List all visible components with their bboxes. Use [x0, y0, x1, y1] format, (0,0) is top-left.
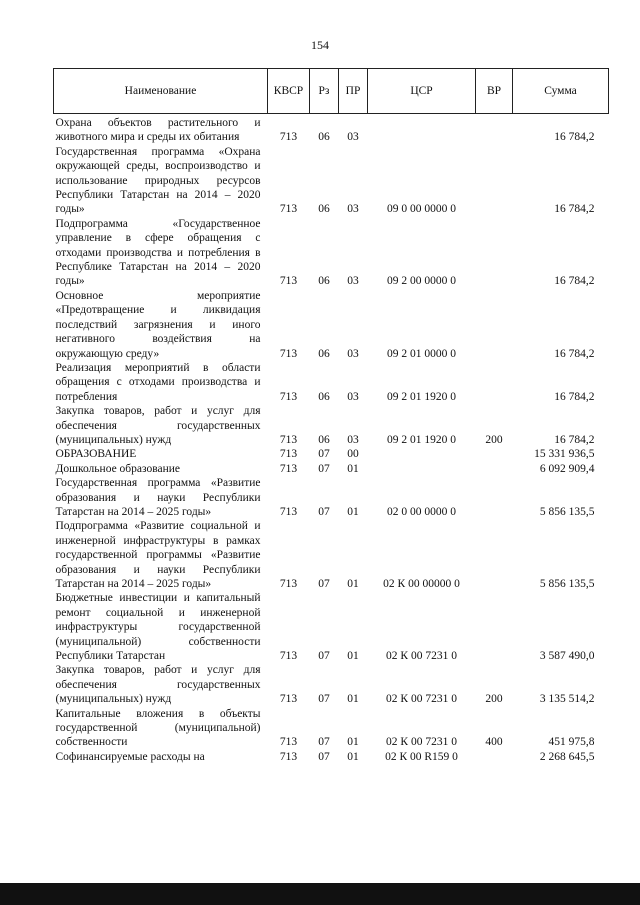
row-csr: 02 К 00 7231 0 — [386, 693, 457, 706]
row-vr: 400 — [485, 736, 503, 749]
row-rz: 07 — [318, 462, 330, 475]
row-sum: 16 784,2 — [554, 203, 595, 216]
row-kvsr: 713 — [279, 448, 298, 461]
table-row — [54, 462, 609, 476]
row-kvsr: 713 — [279, 693, 298, 706]
row-rz: 07 — [318, 578, 330, 590]
row-kvsr: 713 — [279, 203, 298, 216]
row-sum: 3 135 514,2 — [539, 693, 595, 706]
row-rz: 07 — [318, 448, 330, 461]
table-row — [54, 591, 609, 663]
row-vr — [476, 519, 513, 591]
header-csr: ЦСР — [368, 69, 476, 114]
row-vr: 200 — [485, 693, 503, 706]
row-vr — [476, 476, 513, 519]
row-rz: 07 — [318, 650, 330, 663]
row-kvsr: 713 — [279, 505, 298, 518]
row-sum: 16 784,2 — [554, 275, 595, 288]
row-pr: 03 — [347, 433, 359, 446]
row-name: Основное мероприятие «Предотвращение и ликвидация последствий загрязнения и иного негативного воздействия на окружающую среду» — [55, 289, 261, 360]
row-pr: 03 — [347, 390, 359, 403]
row-kvsr: 713 — [279, 578, 298, 590]
row-sum: 2 268 645,5 — [539, 750, 595, 763]
row-csr: 02 К 00 7231 0 — [386, 736, 457, 749]
header-kvsr: КВСР — [268, 69, 310, 114]
row-sum: 16 784,2 — [554, 131, 595, 144]
budget-table — [53, 68, 609, 764]
row-pr: 03 — [347, 131, 359, 144]
row-pr: 01 — [347, 505, 359, 518]
row-pr: 01 — [347, 693, 359, 706]
row-rz: 07 — [318, 750, 330, 763]
row-vr: 200 — [485, 433, 503, 446]
row-sum: 16 784,2 — [554, 347, 595, 360]
row-name: Реализация мероприятий в области обращения с отходами производства и потребления — [55, 361, 261, 403]
row-kvsr: 713 — [279, 736, 298, 749]
row-vr — [476, 289, 513, 361]
row-name: Капитальные вложения в объекты государственной (муниципальной) собственности — [55, 707, 261, 749]
row-sum: 16 784,2 — [554, 390, 595, 403]
row-csr: 09 2 01 1920 0 — [387, 390, 456, 403]
row-pr: 03 — [347, 203, 359, 216]
row-csr: 02 0 00 0000 0 — [387, 505, 456, 518]
header-row — [54, 69, 609, 114]
table-row — [54, 519, 609, 591]
table-row — [54, 663, 609, 706]
row-pr: 01 — [347, 736, 359, 749]
row-name: Подпрограмма «Государственное управление в сфере обращения с отходами производства и потребления в Республике Татарстан на 2014 – 2020 годы» — [55, 217, 261, 288]
row-pr: 03 — [347, 275, 359, 288]
row-pr: 01 — [347, 650, 359, 663]
row-name: Софинансируемые расходы на — [55, 750, 205, 763]
row-kvsr: 713 — [279, 433, 298, 446]
row-rz: 07 — [318, 505, 330, 518]
row-kvsr: 713 — [279, 275, 298, 288]
row-name: Охрана объектов растительного и животного мира и среды их обитания — [55, 117, 261, 144]
row-kvsr: 713 — [279, 462, 298, 475]
row-rz: 06 — [318, 203, 330, 216]
row-rz: 07 — [318, 736, 330, 749]
row-rz: 06 — [318, 347, 330, 360]
row-pr: 01 — [347, 750, 359, 763]
row-csr — [368, 447, 476, 461]
row-name: Закупка товаров, работ и услуг для обеспечения государственных (муниципальных) нужд — [55, 405, 261, 446]
row-rz: 06 — [318, 275, 330, 288]
header-pr: ПР — [339, 69, 368, 114]
row-sum: 3 587 490,0 — [539, 650, 595, 663]
table-row — [54, 707, 609, 750]
header-rz: Рз — [310, 69, 339, 114]
row-name: Подпрограмма «Развитие социальной и инженерной инфраструктуры в рамках государственной программы «Развитие образования и науки Республики Татарстан на 2014 – 2025 годы» — [55, 520, 261, 590]
row-csr: 02 К 00 7231 0 — [386, 650, 457, 663]
row-sum: 5 856 135,5 — [539, 578, 595, 590]
row-kvsr: 713 — [279, 347, 298, 360]
row-pr: 03 — [347, 347, 359, 360]
row-csr: 09 2 01 0000 0 — [387, 347, 456, 360]
page-number: 154 — [311, 38, 329, 52]
row-rz: 06 — [318, 433, 330, 446]
row-pr: 01 — [347, 578, 359, 590]
table-row — [54, 217, 609, 289]
row-sum: 5 856 135,5 — [539, 505, 595, 518]
row-csr: 09 2 01 1920 0 — [387, 433, 456, 446]
row-name: Государственная программа «Развитие образования и науки Республики Татарстан на 2014 – 2025 годы» — [55, 477, 261, 518]
row-csr — [368, 462, 476, 476]
header-sum: Сумма — [513, 69, 609, 114]
row-kvsr: 713 — [279, 750, 298, 763]
table-row — [54, 476, 609, 519]
row-kvsr: 713 — [279, 390, 298, 403]
row-vr — [476, 361, 513, 404]
row-csr: 02 К 00 R159 0 — [385, 750, 458, 763]
row-pr: 00 — [347, 448, 359, 461]
table-row — [54, 447, 609, 461]
header-name: Наименование — [54, 69, 268, 114]
row-name: Государственная программа «Охрана окружающей среды, воспроизводство и использование природных ресурсов Республики Татарстан на 2014 – 2020 годы» — [55, 145, 261, 216]
row-pr: 01 — [347, 462, 359, 475]
table-row — [54, 145, 609, 217]
table-row — [54, 289, 609, 361]
row-name: Бюджетные инвестиции и капитальный ремонт социальной и инженерной инфраструктуры государственной (муниципальной) собственности Республики Татарстан — [55, 592, 261, 663]
header-vr: ВР — [476, 69, 513, 114]
row-kvsr: 713 — [279, 131, 298, 144]
table-row — [54, 361, 609, 404]
row-csr — [368, 114, 476, 145]
row-csr: 09 0 00 0000 0 — [387, 203, 456, 216]
row-sum: 15 331 936,5 — [534, 448, 595, 461]
row-sum: 6 092 909,4 — [539, 462, 595, 475]
table-row — [54, 750, 609, 764]
row-sum: 451 975,8 — [548, 736, 595, 749]
row-kvsr: 713 — [279, 650, 298, 663]
row-rz: 06 — [318, 390, 330, 403]
row-sum: 16 784,2 — [554, 433, 595, 446]
row-vr — [476, 462, 513, 476]
scan-edge-bar — [0, 883, 640, 905]
row-vr — [476, 145, 513, 217]
row-vr — [476, 447, 513, 461]
row-csr: 09 2 00 0000 0 — [387, 275, 456, 288]
table-row — [54, 114, 609, 145]
row-name: Закупка товаров, работ и услуг для обеспечения государственных (муниципальных) нужд — [55, 664, 261, 706]
row-rz: 07 — [318, 693, 330, 706]
row-vr — [476, 114, 513, 145]
row-rz: 06 — [318, 131, 330, 144]
row-vr — [476, 750, 513, 764]
row-name: ОБРАЗОВАНИЕ — [55, 448, 137, 461]
table-row — [54, 404, 609, 447]
row-csr: 02 К 00 00000 0 — [383, 578, 460, 590]
row-vr — [476, 591, 513, 663]
row-vr — [476, 217, 513, 289]
row-name: Дошкольное образование — [55, 462, 181, 475]
